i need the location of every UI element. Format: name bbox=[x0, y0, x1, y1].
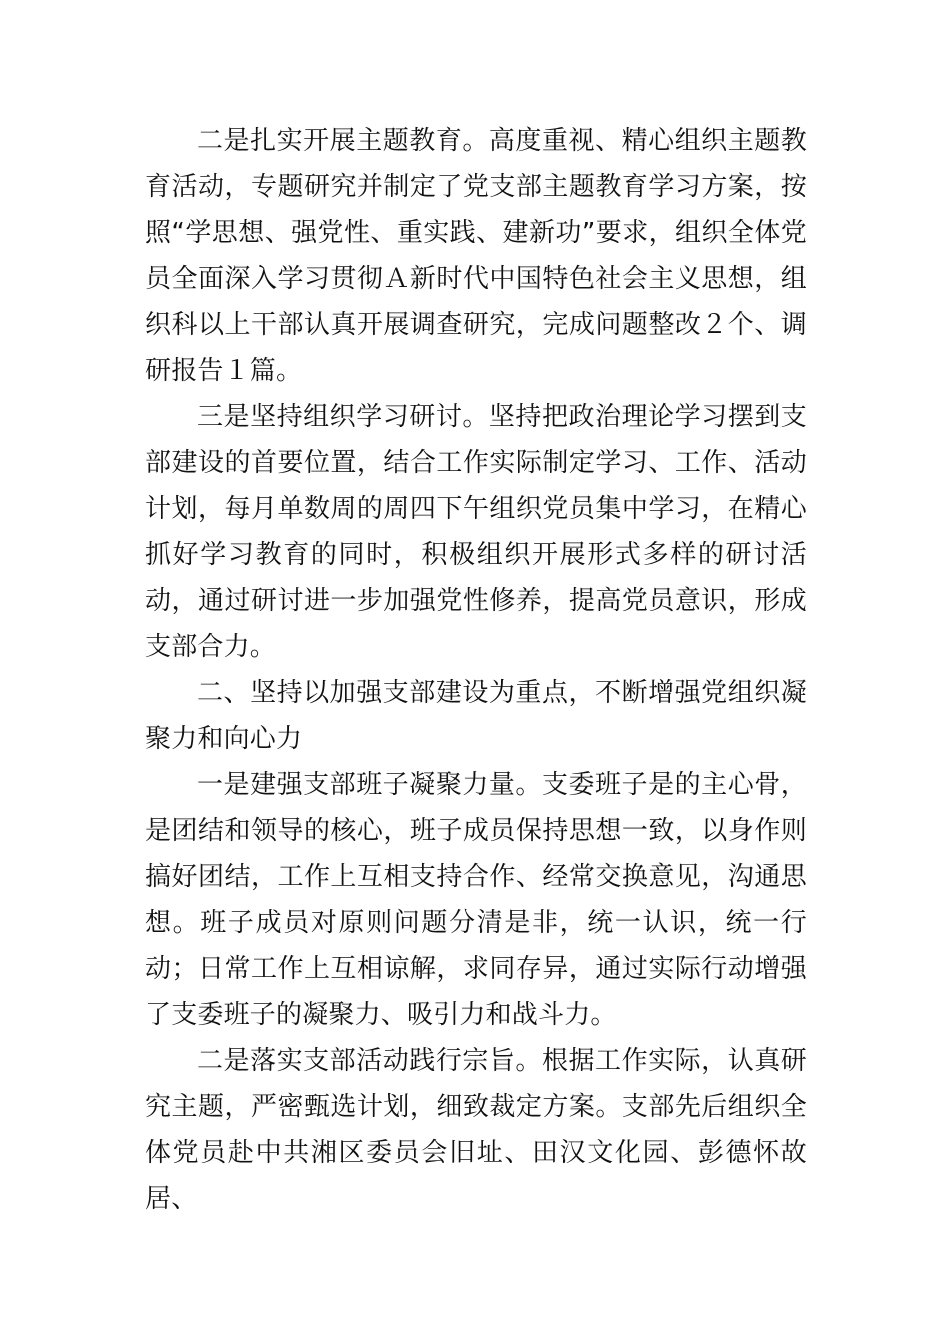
paragraph-theme-education: 二是扎实开展主题教育。高度重视、精心组织主题教育活动，专题研究并制定了党支部主题教育学习方案，按照“学思想、强党性、重实践、建新功”要求，组织全体党员全面深入学习贯彻Ａ新时代中国特色社会主义思想，组织科以上干部认真开展调查研究，完成问题整改２个、调研报告１篇。 bbox=[145, 126, 807, 386]
document-body bbox=[145, 118, 807, 1222]
paragraph-study-discussion: 三是坚持组织学习研讨。坚持把政治理论学习摆到支部建设的首要位置，结合工作实际制定学习、工作、活动计划，每月单数周的周四下午组织党员集中学习，在精心抓好学习教育的同时，积极组织开展形式多样的研讨活动，通过研讨进一步加强党性修养，提高党员意识，形成支部合力。 bbox=[145, 402, 807, 662]
section-heading-branch-building: 二、坚持以加强支部建设为重点，不断增强党组织凝聚力和向心力 bbox=[145, 678, 807, 754]
paragraph-branch-team-cohesion: 一是建强支部班子凝聚力量。支委班子是的主心骨，是团结和领导的核心，班子成员保持思想一致，以身作则搞好团结，工作上互相支持合作、经常交换意见，沟通思想。班子成员对原则问题分清是非，统一认识，统一行动；日常工作上互相谅解，求同存异，通过实际行动增强了支委班子的凝聚力、吸引力和战斗力。 bbox=[145, 770, 807, 1030]
paragraph-branch-activities: 二是落实支部活动践行宗旨。根据工作实际，认真研究主题，严密甄选计划，细致裁定方案。支部先后组织全体党员赴中共湘区委员会旧址、田汉文化园、彭德怀故居、 bbox=[145, 1046, 807, 1214]
